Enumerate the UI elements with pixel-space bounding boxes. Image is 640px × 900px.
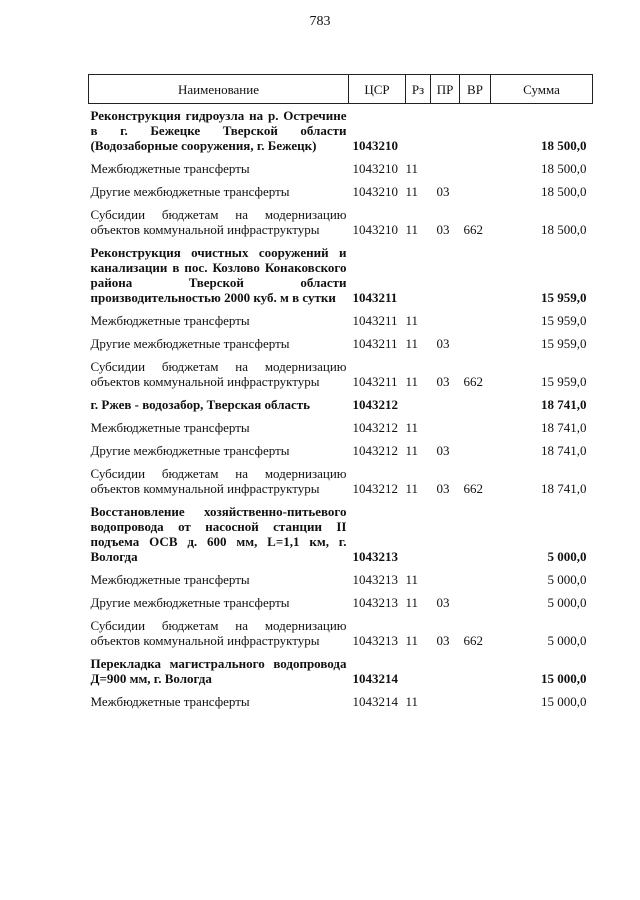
cell-vr	[460, 591, 491, 614]
table-row	[89, 157, 593, 180]
cell-vr	[460, 652, 491, 690]
cell-rz: 11	[405, 572, 419, 587]
cell-sum: 18 500,0	[541, 184, 587, 199]
cell-pr	[431, 416, 460, 439]
cell-csr: 1043211	[352, 290, 398, 305]
cell-rz: 11	[405, 161, 419, 176]
cell-rz: 11	[405, 443, 419, 458]
cell-csr: 1043214	[352, 671, 398, 686]
cell-name: Субсидии бюджетам на модернизацию объектов коммунальной инфраструктуры	[90, 618, 347, 648]
cell-pr: 03	[436, 443, 450, 458]
cell-csr: 1043210	[352, 161, 398, 176]
cell-name: Другие межбюджетные трансферты	[90, 443, 290, 458]
cell-name: Другие межбюджетные трансферты	[90, 336, 290, 351]
header-pr: ПР	[431, 75, 460, 104]
cell-csr: 1043210	[352, 138, 398, 153]
table-row	[89, 591, 593, 614]
cell-vr: 662	[463, 481, 483, 496]
cell-name: Восстановление хозяйственно-питьевого водопровода от насосной станции II подъема ОСВ д. 600 мм, L=1,1 км, г. Вологда	[90, 504, 347, 564]
cell-csr: 1043213	[352, 633, 398, 648]
page-number: 783	[309, 14, 331, 29]
cell-sum: 18 741,0	[541, 420, 587, 435]
cell-rz	[406, 652, 431, 690]
table-row	[89, 568, 593, 591]
table-row	[89, 690, 593, 713]
cell-vr	[460, 393, 491, 416]
cell-vr	[460, 439, 491, 462]
cell-csr: 1043211	[352, 313, 398, 328]
cell-pr	[431, 568, 460, 591]
header-vr: ВР	[460, 75, 491, 104]
table-row	[89, 614, 593, 652]
cell-name: Другие межбюджетные трансферты	[90, 595, 290, 610]
cell-csr: 1043212	[352, 397, 398, 412]
cell-vr: 662	[463, 374, 483, 389]
table-row	[89, 393, 593, 416]
cell-pr	[431, 104, 460, 158]
table-body	[89, 104, 593, 714]
cell-sum: 5 000,0	[547, 572, 587, 587]
header-sum: Сумма	[491, 75, 593, 104]
cell-vr	[460, 241, 491, 309]
cell-csr: 1043212	[352, 481, 398, 496]
cell-pr	[431, 652, 460, 690]
cell-sum: 5 000,0	[547, 595, 587, 610]
cell-rz: 11	[405, 694, 419, 709]
cell-rz: 11	[405, 374, 419, 389]
cell-pr: 03	[436, 184, 450, 199]
cell-vr: 662	[463, 222, 483, 237]
table-row	[89, 309, 593, 332]
cell-name: Реконструкция гидроузла на р. Остречине в г. Бежецке Тверской области (Водозаборные сооружения, г. Бежецк)	[90, 108, 347, 153]
cell-csr: 1043213	[352, 595, 398, 610]
cell-sum: 15 959,0	[541, 313, 587, 328]
cell-name: Межбюджетные трансферты	[90, 161, 250, 176]
cell-sum: 18 500,0	[541, 138, 587, 153]
cell-vr	[460, 180, 491, 203]
budget-table	[88, 74, 593, 713]
cell-pr: 03	[436, 336, 450, 351]
table-row	[89, 355, 593, 393]
cell-name: Перекладка магистрального водопровода Д=900 мм, г. Вологда	[90, 656, 347, 686]
cell-csr: 1043210	[352, 222, 398, 237]
table-row	[89, 652, 593, 690]
cell-rz: 11	[405, 222, 419, 237]
cell-name: Межбюджетные трансферты	[90, 572, 250, 587]
table-row	[89, 241, 593, 309]
cell-name: Межбюджетные трансферты	[90, 694, 250, 709]
cell-name: Другие межбюджетные трансферты	[90, 184, 290, 199]
cell-rz	[406, 241, 431, 309]
header-row	[89, 75, 593, 104]
cell-vr	[460, 568, 491, 591]
cell-rz	[406, 104, 431, 158]
cell-name: Субсидии бюджетам на модернизацию объектов коммунальной инфраструктуры	[90, 207, 347, 237]
cell-sum: 5 000,0	[547, 549, 587, 564]
table-row	[89, 203, 593, 241]
cell-pr	[431, 241, 460, 309]
cell-name: Субсидии бюджетам на модернизацию объектов коммунальной инфраструктуры	[90, 466, 347, 496]
cell-rz	[406, 500, 431, 568]
cell-pr	[431, 157, 460, 180]
cell-sum: 18 741,0	[541, 443, 587, 458]
cell-sum: 15 959,0	[541, 290, 587, 305]
table-row	[89, 462, 593, 500]
cell-pr: 03	[436, 633, 450, 648]
cell-sum: 15 959,0	[541, 336, 587, 351]
table-row	[89, 416, 593, 439]
cell-sum: 5 000,0	[547, 633, 587, 648]
cell-rz: 11	[405, 313, 419, 328]
header-rz: Рз	[406, 75, 431, 104]
cell-csr: 1043212	[352, 420, 398, 435]
cell-name: Субсидии бюджетам на модернизацию объектов коммунальной инфраструктуры	[90, 359, 347, 389]
table-header	[89, 75, 593, 104]
header-name: Наименование	[89, 75, 349, 104]
table-row	[89, 500, 593, 568]
cell-pr: 03	[436, 481, 450, 496]
cell-vr: 662	[463, 633, 483, 648]
cell-csr: 1043210	[352, 184, 398, 199]
cell-name: Реконструкция очистных сооружений и канализации в пос. Козлово Конаковского района Тверской области производительностью 2000 куб. м в сутки	[90, 245, 347, 305]
cell-sum: 18 741,0	[541, 397, 587, 412]
cell-csr: 1043214	[352, 694, 398, 709]
cell-sum: 15 959,0	[541, 374, 587, 389]
cell-name: Межбюджетные трансферты	[90, 420, 250, 435]
cell-csr: 1043211	[352, 336, 398, 351]
cell-name: г. Ржев - водозабор, Тверская область	[90, 397, 311, 412]
table-row	[89, 332, 593, 355]
cell-rz: 11	[405, 481, 419, 496]
table-row	[89, 439, 593, 462]
cell-sum: 15 000,0	[541, 694, 587, 709]
cell-pr	[431, 309, 460, 332]
cell-rz	[406, 393, 431, 416]
cell-sum: 18 500,0	[541, 161, 587, 176]
cell-rz: 11	[405, 420, 419, 435]
cell-name: Межбюджетные трансферты	[90, 313, 250, 328]
cell-pr: 03	[436, 595, 450, 610]
cell-sum: 18 741,0	[541, 481, 587, 496]
cell-vr	[460, 309, 491, 332]
cell-csr: 1043211	[352, 374, 398, 389]
cell-csr: 1043213	[352, 572, 398, 587]
cell-vr	[460, 157, 491, 180]
header-csr: ЦСР	[349, 75, 406, 104]
cell-vr	[460, 690, 491, 713]
cell-vr	[460, 416, 491, 439]
cell-rz: 11	[405, 633, 419, 648]
cell-pr: 03	[436, 222, 450, 237]
cell-rz: 11	[405, 184, 419, 199]
cell-rz: 11	[405, 336, 419, 351]
cell-csr: 1043212	[352, 443, 398, 458]
cell-pr: 03	[436, 374, 450, 389]
cell-vr	[460, 500, 491, 568]
cell-pr	[431, 393, 460, 416]
cell-csr: 1043213	[352, 549, 398, 564]
cell-pr	[431, 500, 460, 568]
table-row	[89, 180, 593, 203]
cell-sum: 15 000,0	[541, 671, 587, 686]
cell-sum: 18 500,0	[541, 222, 587, 237]
budget-table-container	[88, 74, 592, 713]
table-row	[89, 104, 593, 158]
cell-vr	[460, 332, 491, 355]
cell-pr	[431, 690, 460, 713]
cell-rz: 11	[405, 595, 419, 610]
cell-vr	[460, 104, 491, 158]
